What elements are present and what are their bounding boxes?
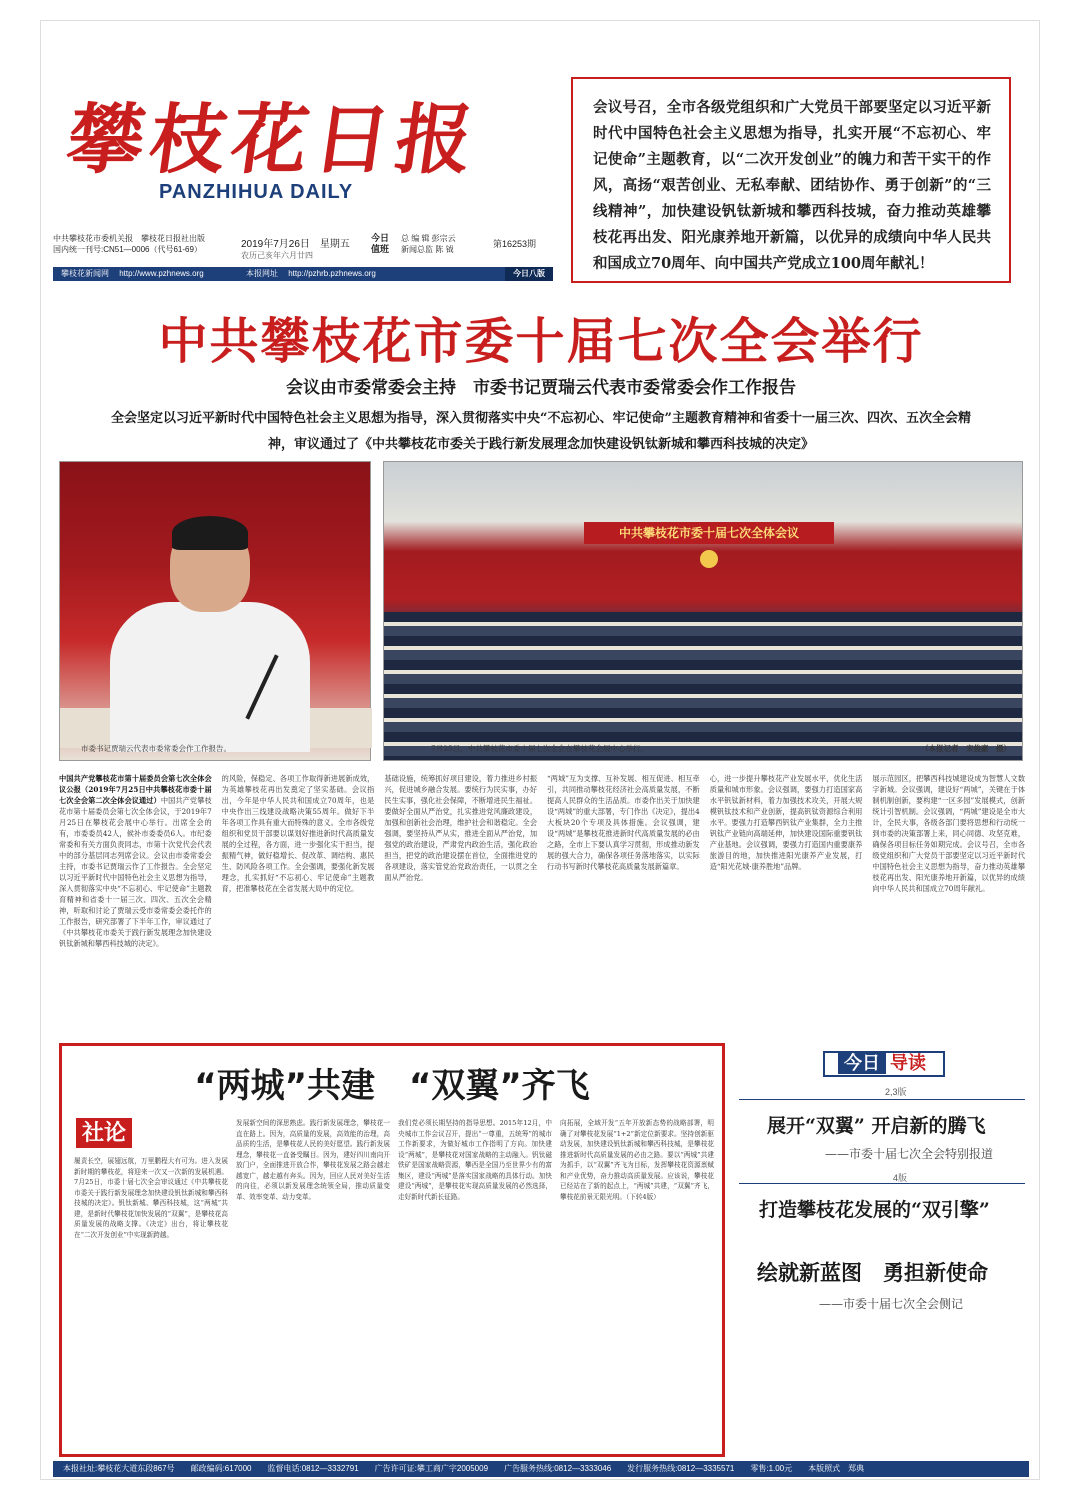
guide-tag	[823, 1051, 945, 1077]
communique-title: 中国共产党攀枝花市第十届委员会第七次全体会议公报（2019年7月25日中共攀枝花市委十届七次全会第二次全体会议通过）	[59, 774, 212, 805]
footer-bar: 本报社址:攀枝花大道东段867号 邮政编码:617000 监督电话:0812—3332791 广告许可证:攀工商广字2005009 广告服务热线:0812—3333046 发行服务热线:0812—3335571 零售:1.00元 本版照式 郑典	[53, 1461, 1029, 1477]
editorial-column: 我们党必须长期坚持的指导思想。2015年12月，中央城市工作会议召开，提出“一尊重，五统筹”的城市工作新要求，为做好城市工作指明了方向。加快建设“两城”，是攀枝花对国家战略的主动融入。钒钛磁铁矿是国家战略资源，攀西是全国乃至世界少有的富集区，建设“两城”是落实国家战略的具体行动。加快建设“两城”，是攀枝花实现高质量发展的必然选择，走好新时代新长征路。	[398, 1119, 552, 1201]
epaper-label: 本报网址	[245, 269, 278, 278]
website-bar	[53, 267, 553, 281]
main-subhead: 会议由市委常委会主持 市委书记贾瑞云代表市委常委会作工作报告	[286, 378, 796, 398]
issue-number: 第16253期	[493, 239, 537, 249]
column-text: “两城”互为支撑、互补发展、相互促进、相互牵引，共同推动攀枝花经济社会高质量发展，不断提高人民群众的生活品质。市委作出关于加快建设“两城”的重大部署，专门作出《决定》，提出4大板块20个专项及具体措施。会议强调，建设“两城”是攀枝花推进新时代高质量发展的必由之路，全市上下要认真学习贯彻，形成推动新发展的强大合力，确保各项任务落地落实，以实际行动书写新时代攀枝花高质量发展新篇章。	[547, 774, 700, 871]
photo-shirt	[110, 602, 310, 752]
editorial-tag: 社论	[76, 1118, 132, 1148]
newspaper-page	[40, 20, 1040, 1480]
editor-label: 今日值班	[371, 233, 390, 254]
article-column	[547, 773, 700, 1035]
editor-chief: 总 编 辑 彭宗云	[401, 234, 456, 243]
article-column	[710, 773, 863, 1035]
editorial-box	[59, 1043, 725, 1457]
masthead-english-title: PANZHIHUA DAILY	[159, 181, 354, 203]
lunar-date: 农历己亥年六月廿四	[241, 251, 313, 260]
website-link[interactable]: http://www.pzhnews.org	[119, 269, 204, 278]
photo2-caption: 7月25日，中共攀枝花市委十届七次全会在攀枝花会展中心举行。	[431, 744, 648, 753]
guide-tag-today: 今日	[838, 1053, 886, 1074]
editorial-column: 履责长空，展翅远航，万里鹏程大有可为。进入发展新时期的攀枝花，将迎来一次又一次新的发展机遇。7月25日，市委十届七次全会审议通过《中共攀枝花市委关于践行新发展理念加快建设钒钛新城和攀西科技城的决定》。钒钛新城、攀西科技城，这“两城”共建，是新时代攀枝花加快发展的“双翼”，是攀枝花高质量发展的战略支撑。《决定》出台，将让攀枝花在“二次开发创业”中实现新跨越。	[74, 1157, 228, 1239]
meeting-banner: 中共攀枝花市委十届七次全体会议	[584, 522, 834, 544]
audience-rows	[384, 612, 1023, 761]
party-emblem-icon	[700, 550, 718, 568]
column-text: 心，进一步提升攀枝花产业发展水平，优化生活质量和城市形象。会议强调，要强力打造国家高水平钒钛新材料，着力加强技术攻关，开展大规模钒钛技术和产业创新，提高钒钛资源综合利用水平。要强力打造攀西钒钛产业集群，全力主推钒钛产业链向高端延伸，加快建设国际重要钒钛产业基地。会议强调，要强力打造国内重要康养旅游目的地，加快推进阳光康养产业发展，打造“阳光花城·康养胜地”品牌。	[709, 774, 863, 871]
masthead-logo: 攀枝花日报	[61, 95, 485, 184]
column-text: 的风险，保稳定、各项工作取得新进展新成效，为英雄攀枝花再出发奠定了坚实基础。会议指出，今年是中华人民共和国成立70周年，也是中央作出三线建设战略决策55周年。做好下半年各项工作具有重大而特殊的意义。全市各级党组织和党员干部要以谋划好推进新时代高质量发展的全过程，各方面，进一步强化实干担当，提振精气神，做好稳增长、促改革、调结构、惠民生、防风险各项工作。全会强调，要强化新发展理念，扎实抓好“不忘初心、牢记使命”主题教育，把准攀枝花在全省发展大局中的定位。	[221, 774, 375, 893]
article-column	[59, 773, 212, 1035]
meeting-hall-photo	[383, 461, 1023, 761]
guide-subtitle: ——市委十届七次全会侧记	[819, 1297, 964, 1311]
publisher-line2: 国内统一刊号:CN51—0006（代号61-69）	[53, 245, 202, 254]
column-text: 基础设施，统筹抓好项目建设，着力推进乡村振兴，促进城乡融合发展。要统行为民实事，办好民生实事，强化社会保障，不断增进民生福祉。要做好全面从严治党，扎实推进党风廉政建设，加强和创新社会治理，维护社会和谐稳定。全会强调，要坚持从严从实，推进全面从严治党，加强党的政治建设，严肃党内政治生活，强化政治担当，把党的政治建设摆在首位，全面推进党的各项建设，落实管党治党政治责任，一以贯之全面从严治党。	[384, 774, 538, 882]
photo-hair	[172, 516, 248, 550]
main-lead: 全会坚定以习近平新时代中国特色社会主义思想为指导，深入贯彻落实中央“不忘初心、牢记使命”主题教育精神和省委十一届三次、四次、五次全会精神，审议通过了《中共攀枝花市委关于践行新发展理念加快建设钒钛新城和攀西科技城的决定》	[111, 411, 971, 452]
website-label: 攀枝花新闻网	[61, 269, 109, 278]
main-headline: 中共攀枝花市委十届七次全会举行	[158, 313, 924, 370]
editor-block	[401, 233, 491, 255]
guide-subtitle: ——市委十届七次全会特别报道	[825, 1147, 994, 1161]
photo1-caption: 市委书记贾瑞云代表市委常委会作工作报告。	[81, 744, 231, 753]
guide-headline[interactable]: 展开“双翼” 开启新的腾飞	[767, 1115, 986, 1137]
guide-tag-guide: 导读	[890, 1053, 926, 1074]
editorial-title: “两城”共建 “双翼”齐飞	[194, 1066, 590, 1106]
article-column	[222, 773, 375, 1035]
guide-headline[interactable]: 绘就新蓝图 勇担新使命	[757, 1260, 988, 1285]
guide-page: 2,3版	[885, 1087, 907, 1097]
column-text: 中国共产党攀枝花市第十届委员会第七次全体会议，于2019年7月25日在攀枝花会展中心举行。出席全会的有，市委委员42人，候补市委委员6人。市纪委常委和有关方面负责同志，市第十次党代会代表中的部分基层同志列席会议。会议由市委常委会主持，市委书记贾瑞云作了工作报告。全会坚定以习近平新时代中国特色社会主义思想为指导，深入贯彻落实中央“不忘初心、牢记使命”主题教育精神和省委十一届三次、四次、五次全会精神，听取和讨论了贾瑞云受市委常委会委托作的工作报告，研究部署了下半年工作，审议通过了《中共攀枝花市委关于践行新发展理念加快建设钒钛新城和攀西科技城的决定》。	[59, 796, 212, 948]
speaker-photo	[59, 461, 371, 761]
epaper-link[interactable]: http://pzhrb.pzhnews.org	[288, 269, 376, 278]
article-columns	[59, 773, 1025, 1035]
photo-credit: （本报记者 宋俊豪 摄）	[921, 744, 1011, 753]
today-guide	[739, 1051, 1025, 1457]
callout-box: 会议号召，全市各级党组织和广大党员干部要坚定以习近平新时代中国特色社会主义思想为指导，扎实开展“不忘初心、牢记使命”主题教育，以“二次开发创业”的魄力和苦干实干的作风，高扬“艰苦创业、无私奉献、团结协作、勇于创新”的“三线精神”，加快建设钒钛新城和攀西科技城，奋力推动英雄攀枝花再出发、阳光康养地开新篇，以优异的成绩向中华人民共和国成立70周年、向中国共产党成立100周年献礼！	[571, 77, 1011, 283]
editorial-columns	[74, 1118, 714, 1448]
editorial-column: 发展新空间的深思熟虑。践行新发展理念，攀枝花一直在路上。因为，高质量的发展，高效能的治理，高品质的生活，是攀枝花人民的美好愿望。践行新发展理念，攀枝花一直备受瞩目。因为，建好四川南向开放门户，全面推进开放合作，攀枝花发展之路会越走越宽广，越走越有奔头。因为，回应人民对美好生活的向往，必须以新发展理念统领全局，推动质量变革、效率变革、动力变革。	[236, 1119, 390, 1201]
guide-page: 4版	[893, 1173, 908, 1183]
article-column	[384, 773, 537, 1035]
publisher-line1: 中共攀枝花市委机关报 攀枝花日报社出版	[53, 234, 205, 243]
guide-divider	[739, 1099, 1025, 1100]
issue-date: 2019年7月26日 星期五	[241, 239, 350, 250]
editorial-column: 向拓展，全域开发“五年开放新态势的战略部署，明确了对攀枝花发展“1+2”新定位新要求。坚持创新驱动发展，加快建设钒钛新城和攀西科技城，是攀枝花推进新时代高质量发展的必由之路。要以“两城”共建为抓手，以“双翼”齐飞为目标，发挥攀枝花资源禀赋和产业优势，奋力推动高质量发展。应该说，攀枝花已经站在了新的起点上，“两城”共建，“双翼”齐飞，攀枝花前景无限光明。（下转4版）	[560, 1119, 714, 1201]
guide-headline[interactable]: 打造攀枝花发展的“双引擎”	[759, 1199, 990, 1221]
guide-divider	[739, 1183, 1025, 1184]
news-chief: 新闻总监 陈 钺	[401, 245, 454, 254]
pages-count: 今日八版	[505, 267, 553, 281]
publisher-info	[53, 233, 233, 255]
article-column	[872, 773, 1025, 1035]
date-block	[241, 235, 350, 261]
column-text: 展示范园区，把攀西科技城建设成为智慧人文数字新城。会议强调，建设好“两城”，关键在于体制机制创新，要构建“一区多园”发展模式，创新统计引智机制。会议强调，“两城”建设是全市大计，全民大事，各级各部门要将思想和行动统一到市委的决策部署上来，同心同德、攻坚克难，确保各项目标任务如期完成。会议号召，全市各级党组织和广大党员干部要坚定以习近平新时代中国特色社会主义思想为指导，奋力推动英雄攀枝花再出发、阳光康养地开新篇，以优异的成绩向中华人民共和国成立70周年献礼。	[872, 774, 1026, 893]
